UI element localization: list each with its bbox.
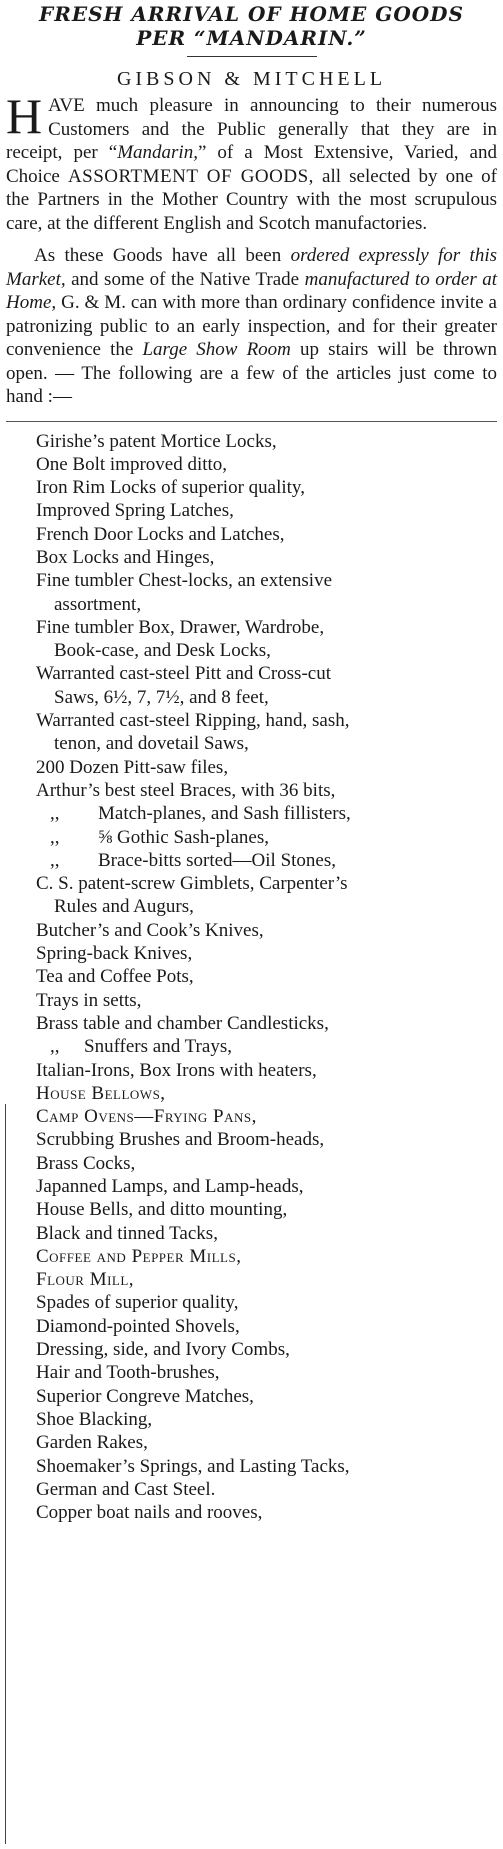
item-text: Warranted cast-steel Ripping, hand, sash, xyxy=(36,710,350,732)
list-item xyxy=(6,1152,497,1175)
item-continuation: Rules and Augurs, xyxy=(54,896,194,918)
list-item xyxy=(6,1012,497,1035)
item-text: ⅝ Gothic Sash-planes, xyxy=(98,826,269,848)
list-item xyxy=(6,779,497,802)
list-item xyxy=(6,1222,497,1245)
item-text: Black and tinned Tacks, xyxy=(36,1222,218,1244)
item-text: Japanned Lamps, and Lamp-heads, xyxy=(36,1176,304,1197)
list-item xyxy=(6,802,497,825)
item-text: Brass table and chamber Candlesticks, xyxy=(36,1012,329,1034)
list-item xyxy=(6,616,497,663)
second-italic-1: ordered expressly for this Market, xyxy=(6,245,497,290)
list-item xyxy=(6,756,497,779)
list-item xyxy=(6,1478,497,1501)
headline-line-1: FRESH ARRIVAL OF HOME GOODS xyxy=(39,2,464,26)
list-item xyxy=(6,523,497,546)
list-item xyxy=(6,1105,497,1128)
intro-text-3: all selected by one of the Partners in the Mother Country with the most scrupulous care, at the different English and Scotch manufactories. xyxy=(6,165,497,234)
item-continuation: assortment, xyxy=(54,593,142,615)
item-text: Flour Mill, xyxy=(36,1269,135,1291)
list-item xyxy=(6,1198,497,1221)
item-text: Brass Cocks, xyxy=(36,1152,136,1174)
item-continuation: Book-case, and Desk Locks, xyxy=(54,640,271,662)
item-text: One Bolt improved ditto, xyxy=(36,453,228,475)
item-text: Superior Congreve Matches, xyxy=(36,1385,254,1407)
list-item xyxy=(6,1431,497,1454)
item-text: Camp Ovens—Frying Pans, xyxy=(36,1106,257,1128)
drop-cap: H xyxy=(6,88,43,144)
item-text: Coffee and Pepper Mills, xyxy=(36,1245,242,1267)
list-item xyxy=(6,1059,497,1082)
intro-text-2: ” of a Most Extensive, Varied, and Choice xyxy=(6,142,497,187)
list-item xyxy=(6,499,497,522)
list-item xyxy=(6,1501,497,1524)
second-text-4: up stairs will be thrown open. — The following are a few of the articles just come to hand :— xyxy=(6,339,497,407)
item-text: Iron Rim Locks of superior quality, xyxy=(36,477,305,499)
list-item xyxy=(6,569,497,616)
item-continuation: tenon, and dovetail Saws, xyxy=(54,733,249,755)
list-item xyxy=(6,1245,497,1268)
item-text: Dressing, side, and Ivory Combs, xyxy=(36,1339,290,1361)
item-text: Brace-bitts sorted—Oil Stones, xyxy=(98,849,336,871)
item-text: Garden Rakes, xyxy=(36,1432,148,1454)
list-item xyxy=(6,826,497,849)
item-text: Shoe Blacking, xyxy=(36,1408,153,1430)
second-italic-3: Large Show Room xyxy=(142,339,291,360)
ditto-mark: ,, xyxy=(50,803,60,825)
list-item xyxy=(6,1268,497,1291)
item-text: Snuffers and Trays, xyxy=(84,1036,232,1058)
item-text: Fine tumbler Chest-locks, an extensive xyxy=(36,570,333,592)
item-text: House Bellows, xyxy=(36,1082,166,1104)
list-item xyxy=(6,1315,497,1338)
item-text: Butcher’s and Cook’s Knives, xyxy=(36,919,264,941)
item-text: Hair and Tooth-brushes, xyxy=(36,1362,220,1384)
list-item xyxy=(6,709,497,756)
item-text: Shoemaker’s Springs, and Lasting Tacks, xyxy=(36,1455,350,1477)
item-text: French Door Locks and Latches, xyxy=(36,523,285,545)
list-item xyxy=(6,1082,497,1105)
item-text: 200 Dozen Pitt-saw files, xyxy=(36,756,229,778)
item-text: Box Locks and Hinges, xyxy=(36,546,215,568)
item-text: Girishe’s patent Mortice Locks, xyxy=(36,430,277,452)
margin-rule xyxy=(5,1104,6,1844)
headline-line-2: PER “MANDARIN.” xyxy=(136,26,367,50)
item-text: German and Cast Steel. xyxy=(36,1478,216,1500)
item-text: Warranted cast-steel Pitt and Cross-cut xyxy=(36,663,331,685)
item-text: Improved Spring Latches, xyxy=(36,500,234,522)
section-divider xyxy=(6,421,497,422)
item-text: Copper boat nails and rooves, xyxy=(36,1502,263,1524)
list-item xyxy=(6,1035,497,1058)
second-italic-2: manufactured to order at Home, xyxy=(6,268,497,313)
goods-list xyxy=(6,430,497,1525)
assortment-label: ASSORTMENT OF GOODS, xyxy=(67,165,314,187)
item-text: Fine tumbler Box, Drawer, Wardrobe, xyxy=(36,616,325,638)
item-text: Spring-back Knives, xyxy=(36,943,193,965)
item-text: Tea and Coffee Pots, xyxy=(36,966,194,988)
item-text: Match-planes, and Sash fillisters, xyxy=(98,803,351,825)
second-text-3: G. & M. can with more than ordinary confidence invite a patronizing public to an early inspection, and for their greater convenience the xyxy=(6,292,497,360)
list-item xyxy=(6,546,497,569)
item-continuation: Saws, 6½, 7, 7½, and 8 feet, xyxy=(54,686,269,708)
list-item xyxy=(6,942,497,965)
item-text: Trays in setts, xyxy=(36,989,142,1011)
list-item xyxy=(6,849,497,872)
list-item xyxy=(6,1128,497,1151)
item-text: C. S. patent-screw Gimblets, Carpenter’s xyxy=(36,873,348,895)
ship-name: Mandarin, xyxy=(117,142,198,163)
list-item xyxy=(6,965,497,988)
list-item xyxy=(6,1455,497,1478)
item-text: House Bells, and ditto mounting, xyxy=(36,1199,288,1221)
headline-rule xyxy=(187,56,317,57)
intro-text-1: AVE much pleasure in announcing to their numerous Customers and the Public generally that they are in receipt, per “ xyxy=(6,95,497,163)
item-text: Scrubbing Brushes and Broom-heads, xyxy=(36,1129,325,1151)
second-text-1: As these Goods have all been xyxy=(34,245,291,266)
list-item xyxy=(6,662,497,709)
list-item xyxy=(6,430,497,453)
firm-name: GIBSON & MITCHELL xyxy=(116,68,387,90)
list-item xyxy=(6,453,497,476)
ditto-mark: ,, xyxy=(50,826,60,848)
ditto-mark: ,, xyxy=(50,849,60,871)
list-item xyxy=(6,919,497,942)
item-text: Spades of superior quality, xyxy=(36,1292,239,1314)
ditto-mark: ,, xyxy=(50,1036,60,1058)
intro-paragraph xyxy=(6,88,497,235)
list-item xyxy=(6,1361,497,1384)
advertisement xyxy=(0,2,503,1524)
second-paragraph xyxy=(6,244,497,409)
item-text: Arthur’s best steel Braces, with 36 bits, xyxy=(36,779,336,801)
list-item xyxy=(6,1408,497,1431)
list-item xyxy=(6,1175,497,1198)
list-item xyxy=(6,1291,497,1314)
list-item xyxy=(6,476,497,499)
list-item xyxy=(6,872,497,919)
second-text-2: and some of the Native Trade xyxy=(65,268,305,290)
list-item xyxy=(6,1385,497,1408)
item-text: Diamond-pointed Shovels, xyxy=(36,1315,240,1337)
list-item xyxy=(6,989,497,1012)
item-text: Italian-Irons, Box Irons with heaters, xyxy=(36,1059,317,1081)
list-item xyxy=(6,1338,497,1361)
